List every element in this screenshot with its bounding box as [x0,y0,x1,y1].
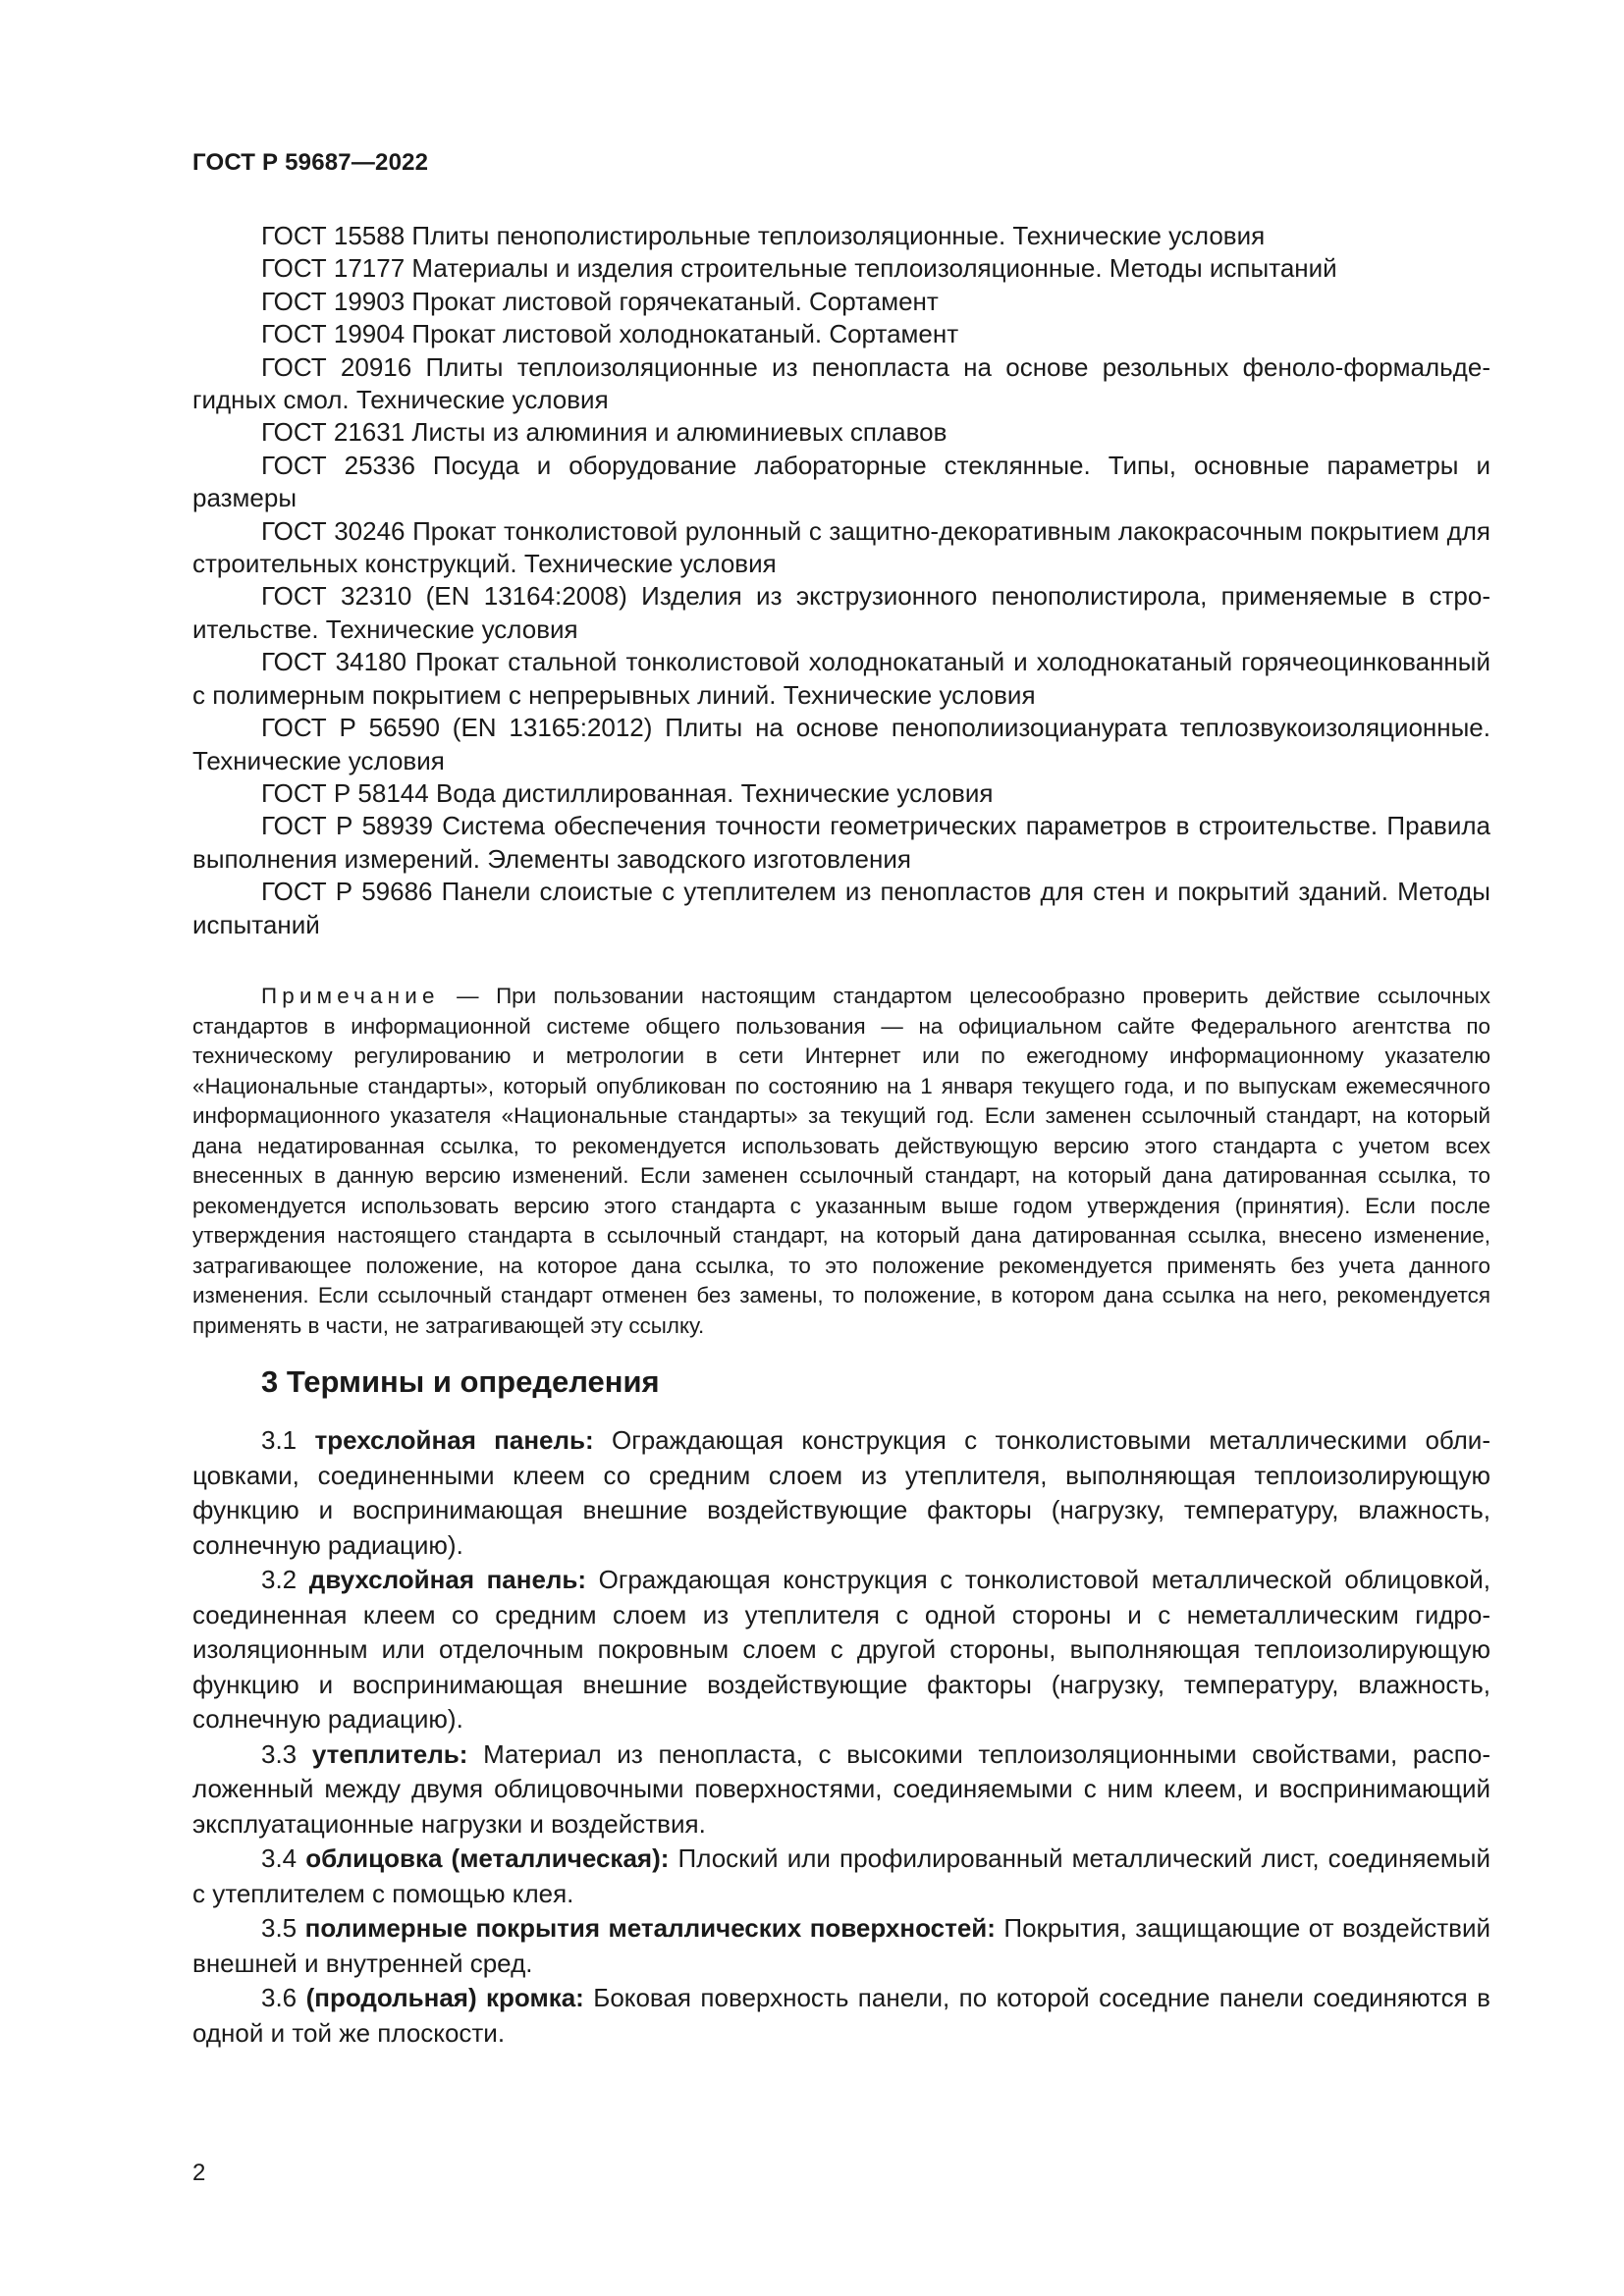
term-name: облицовка (металлическая): [305,1843,670,1873]
note-paragraph [192,982,1490,1341]
term-name: двухслойная панель: [308,1565,587,1594]
reference-item: ГОСТ 30246 Прокат тонколистовой рулонный с защитно-декоративным лакокрасочным покрытием для строительных конструкций. Технические условия [192,515,1490,579]
term-number: 3.3 [261,1738,298,1769]
reference-item: ГОСТ Р 56590 (EN 13165:2012) Плиты на основе пенополиизоцианурата теплозвукоизоляционные. Технические условия [192,713,1490,775]
reference-item: ГОСТ 20916 Плиты теплоизоляционные из пенопласта на основе резольных феноло-формальдегидных смол. Технические условия [192,351,1490,415]
normative-references [192,220,1490,941]
term-item [192,1911,1490,1981]
reference-item: ГОСТ Р 58144 Вода дистиллированная. Технические условия [261,777,994,808]
term-item [192,1737,1490,1842]
term-definition: Покрытия, защищающие от воздействий внешней и внутренней сред. [192,1913,1490,1978]
term-number: 3.1 [261,1425,298,1455]
term-item [192,1842,1490,1911]
reference-item: ГОСТ 32310 (EN 13164:2008) Изделия из экструзионного пенополистирола, применяемые в строительстве. Технические условия [192,581,1490,644]
reference-item: ГОСТ 34180 Прокат стальной тонколистовой холоднокатаный и холоднокатаный горячеоцинкованный с полимерным покрытием с непрерывных линий. Технические условия [192,647,1490,710]
page-number: 2 [192,2160,206,2186]
reference-item: ГОСТ Р 58939 Система обеспечения точности геометрических параметров в строительстве. Правила выполнения измерений. Элементы заводского изготовления [192,811,1490,874]
reference-item: ГОСТ 25336 Посуда и оборудование лабораторные стеклянные. Типы, основные параметры и размеры [192,450,1490,513]
reference-item: ГОСТ 17177 Материалы и изделия строительные теплоизоляционные. Методы испытаний [261,253,1337,284]
document-header: ГОСТ Р 59687—2022 [192,149,429,176]
term-definition: Материал из пенопласта, с высокими теплоизоляционными свойствами, расположенный между двумя облицовочными поверхностями, соединяемыми с ним клеем, и воспринимающий эксплуатационные нагрузки и воздействия. [192,1738,1490,1839]
term-name: полимерные покрытия металлических поверхностей: [304,1913,996,1943]
reference-item: ГОСТ 19904 Прокат листовой холоднокатаный. Сортамент [261,319,959,349]
term-definition: Плоский или профилированный металлический лист, соединяемый с утеплителем с помощью клея. [192,1843,1490,1908]
term-number: 3.5 [261,1913,298,1943]
reference-item: ГОСТ 21631 Листы из алюминия и алюминиевых сплавов [261,417,947,448]
reference-item: ГОСТ 19903 Прокат листовой горячекатаный. Сортамент [261,286,939,316]
term-definition: Боковая поверхность панели, по которой соседние панели соединяются в одной и той же плоскости. [192,1983,1490,2048]
term-item [192,1563,1490,1737]
reference-item: ГОСТ 15588 Плиты пенополистирольные теплоизоляционные. Технические условия [261,221,1266,250]
note-text: — При пользовании настоящим стандартом целесообразно проверить действие ссылочных стандартов в информационной системе общего пользования — на официальном сайте Федерального агентства по техническому регулированию и метрологии в сети Интернет или по ежегодному информационному указателю «Национальные стандарты», который опубликован по состоянию на 1 января текущего года, и по выпускам ежемесячного информационного указателя «Национальные стандарты» за текущий год. Если заменен ссылочный стандарт, на который дана недатированная ссылка, то рекомендуется использовать действующую версию этого стандарта с учетом всех внесенных в данную версию изменений. Если заменен ссылочный стандарт, на который дана датированная ссылка, то рекомендуется использовать версию этого стандарта с указанным выше годом утверждения (принятия). Если после утверждения настоящего стандарта в ссылочный стандарт, на который дана датированная ссылка, внесено изменение, затрагивающее положение, на которое дана ссылка, то это положение рекомендуется применять без учета данного изменения. Если ссылочный стандарт отменен без замены, то положение, в котором дана ссылка на него, рекомендуется применять в части, не затрагивающей эту ссылку. [192,984,1490,1338]
term-number: 3.4 [261,1843,298,1873]
terms-list [192,1423,1490,2051]
reference-item: ГОСТ Р 59686 Панели слоистые с утеплителем из пенопластов для стен и покрытий зданий. Методы испытаний [192,877,1490,939]
term-name: (продольная) кромка: [305,1983,584,2012]
term-item [192,1981,1490,2051]
section-title: 3 Термины и определения [261,1364,660,1399]
term-number: 3.2 [261,1565,298,1594]
term-name: утеплитель: [311,1738,468,1769]
term-definition: Ограждающая конструкция с тонколистовой металлической облицовкой, соединенная клеем со средним слоем из утеплителя с одной стороны и с неметаллическим гидроизоляционным или отделочным покровным слоем с другой стороны, выполняющая теплоизолирующую функцию и воспринимающая внешние воздействующие факторы (нагрузку, температуру, влажность, солнечную радиацию). [192,1565,1490,1734]
term-definition: Ограждающая конструкция с тонколистовыми металлическими облицовками, соединенными клеем со средним слоем из утеплителя, выполняющая теплоизолирующую функцию и воспринимающая внешние воздействующие факторы (нагрузку, температуру, влажность, солнечную радиацию). [192,1425,1491,1560]
term-item [192,1423,1490,1563]
term-name: трехслойная панель: [314,1425,594,1455]
note-label: Примечание [261,984,440,1009]
term-number: 3.6 [261,1983,298,2012]
